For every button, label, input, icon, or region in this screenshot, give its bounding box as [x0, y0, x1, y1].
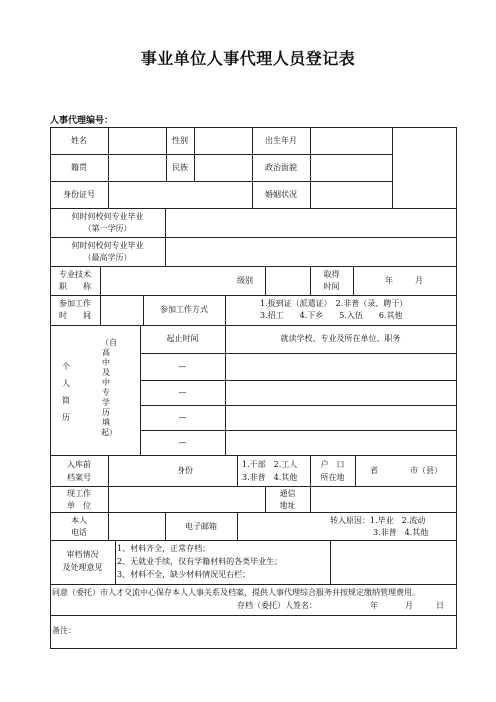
name-label: 姓名 [71, 136, 87, 145]
sign-day: 日 [436, 601, 444, 610]
marital-status-label: 婚姻状况 [265, 190, 297, 199]
tech-title-label-1: 专业技术 [59, 270, 91, 279]
id-number-label: 身份证号 [63, 190, 95, 199]
hukou-label-2: 所在地 [320, 473, 345, 482]
obtain-time-label-2: 时间 [323, 282, 340, 291]
identity-options-1: 1.干部 2.工人 [242, 460, 298, 469]
transfer-reason-1: 转入原因：1.毕业 2.流动 [330, 516, 426, 525]
birth-label: 出生年月 [265, 136, 297, 145]
resume-label-char-1: 个 [62, 362, 70, 371]
review-item-3: 3、材料不全，缺少材料情况见右栏； [117, 570, 251, 579]
phone-label-1: 本人 [71, 516, 87, 525]
resume-dash: — [178, 438, 187, 447]
month-label: 月 [415, 276, 423, 285]
ethnicity-label: 民族 [172, 163, 188, 172]
resume-note: （自高中及中专学历填起） [101, 338, 117, 437]
email-label: 电子邮箱 [185, 522, 217, 531]
gender-label: 性别 [172, 136, 188, 145]
page-title: 事业单位人事代理人员登记表 [140, 49, 356, 68]
resume-detail-header: 就读学校、专业及所在单位、职务 [280, 334, 401, 343]
transfer-reason-2: 3.非普 4.其他 [373, 528, 429, 537]
work-start-label-2: 时 间 [59, 311, 91, 320]
address-label-1: 通信 [279, 489, 296, 498]
review-label-1: 审档情况 [66, 550, 99, 559]
edu-highest-label-1: 何时何校何专业毕业 [71, 241, 144, 250]
signature-label: 存档（委托）人签名： [237, 601, 317, 610]
work-start-label-1: 参加工作 [59, 299, 91, 308]
resume-label-char-3: 简 [62, 396, 70, 405]
identity-options-2: 3.非普 4.其他 [242, 473, 298, 482]
obtain-time-label-1: 取得 [323, 270, 340, 279]
work-method-options-2: 3.招工 4.下乡 5.入伍 6.其他 [260, 311, 403, 320]
sign-year: 年 [370, 601, 378, 610]
hukou-label-1: 户 口 [320, 460, 345, 469]
province-label: 省 [370, 466, 378, 475]
work-unit-label-2: 单 位 [67, 501, 91, 510]
consent-text: 同意（委托）市人才交流中心保存本人人事关系及档案，提供人事代理综合服务并按规定缴纳管理费用。 [52, 588, 420, 597]
phone-label-2: 电话 [71, 528, 87, 537]
resume-dash: — [178, 362, 187, 371]
work-method-label: 参加工作方式 [160, 305, 208, 314]
sign-month: 月 [405, 601, 413, 610]
remark-label: 备注： [52, 626, 76, 635]
resume-label-char-2: 人 [62, 379, 70, 388]
work-method-options-1: 1.报到证（派遣证） 2.非普（录、聘干） [260, 299, 408, 308]
review-item-1: 1、材料齐全，正常存档； [117, 544, 211, 553]
resume-dash: — [178, 413, 187, 422]
work-unit-label-1: 现工作 [67, 489, 91, 498]
resume-time-header: 起止时间 [166, 334, 199, 343]
address-label-2: 地址 [279, 501, 296, 510]
city-label: 市（县） [410, 466, 442, 475]
tech-title-label-2: 职 称 [59, 282, 91, 291]
resume-dash: — [178, 388, 187, 397]
resume-label-char-4: 历 [62, 413, 70, 422]
identity-label: 身份 [177, 466, 193, 475]
political-status-label: 政治面貌 [265, 163, 297, 172]
level-label: 级别 [237, 276, 253, 285]
agent-number-label: 人事代理编号： [50, 116, 114, 126]
review-item-2: 2、无就业手续，仅有学籍材料的各类毕业生； [117, 557, 283, 566]
year-label: 年 [385, 276, 393, 285]
native-place-label: 籍贯 [71, 163, 87, 172]
review-label-2: 及处理意见 [62, 563, 103, 572]
archive-no-label-2: 档案号 [67, 473, 91, 482]
edu-first-label-2: （第一学历） [83, 224, 132, 233]
archive-no-label-1: 入库前 [67, 460, 91, 469]
edu-highest-label-2: （最高学历） [83, 253, 132, 262]
edu-first-label-1: 何时何校何专业毕业 [71, 212, 144, 221]
